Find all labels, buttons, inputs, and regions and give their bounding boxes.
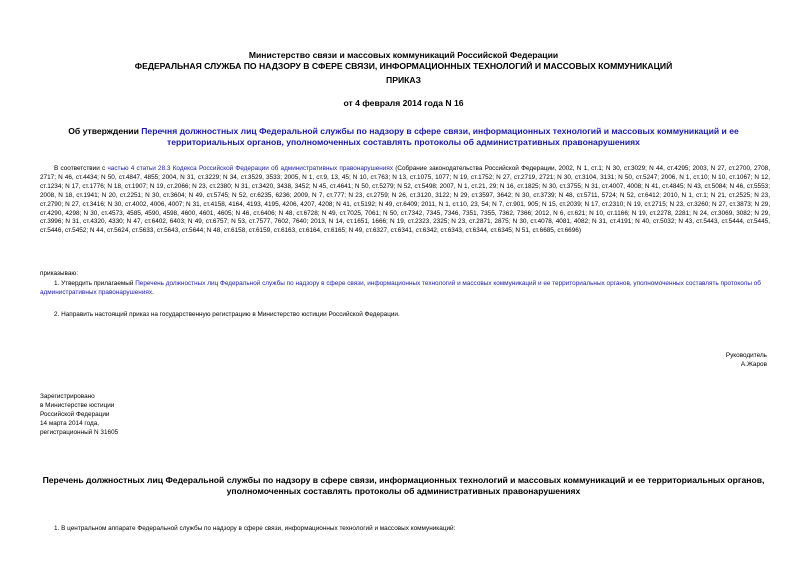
- service-name: ФЕДЕРАЛЬНАЯ СЛУЖБА ПО НАДЗОРУ В СФЕРЕ СВЯЗИ, ИНФОРМАЦИОННЫХ ТЕХНОЛОГИЙ И МАССОВЫХ КОММУНИКАЦИЙ: [134, 61, 673, 71]
- order-item-1: [40, 280, 770, 298]
- central-office-item: 1. В центральном аппарате Федеральной службы по надзору в сфере связи, информационных технологий и массовых коммуникаций:: [54, 525, 456, 532]
- signature-block: [726, 351, 767, 369]
- list-link[interactable]: Перечень должностных лиц Федеральной службы по надзору в сфере связи, информационных технологий и массовых коммуникаций и ее территориальных органов, уполномоченных составлять протоколы об административных правонарушениях: [40, 280, 761, 296]
- registration-line-4: 14 марта 2014 года,: [40, 420, 100, 428]
- registration-line-3: Российской Федерации: [40, 411, 110, 419]
- registration-line-1: Зарегистрировано: [40, 393, 95, 400]
- order-item-2: 2. Направить настоящий приказ на государственную регистрацию в Министерство юстиции Российской Федерации.: [54, 311, 400, 318]
- ministry-name: Министерство связи и массовых коммуникаций Российской Федерации: [248, 50, 559, 60]
- document-date-number: от 4 февраля 2014 года N 16: [343, 98, 464, 108]
- registration-line-5: регистрационный N 31605: [40, 429, 119, 437]
- preamble-citations: (Собрание законодательства Российской Федерации, 2002, N 1, ст.1; N 30, ст.3029; N 44, ст.4295; 2003, N 27, ст.2700, 2708, 2717; N 46, ст.4434; N 50, ст.4847, 4855; 2004, N 31, ст.3229; N 34, ст.3529, 3533; 2005, N 1, ст.9, 13, 45; N 10, ст.763; N 13, ст.1075, 1077; N 19, ст.1752; N 27, ст.2719, 2721; N 30, ст.3104, 3131; N 50, ст.5247; 2006, N 1, ст.10; N 10, ст.1067; N 12, ст.1234; N 17, ст.1776; N 18, ст.1907; N 19, ст.2066; N 23, ст.2380; N 31, ст.3420, 3438, 3452; N 45, ст.4641; N 50, ст.5279; N 52, ст.5498; 2007, N 1, ст.21, 29; N 16, ст.1825; N 30, ст.3755; N 31, ст.4007, 4008; N 41, ст.4845; N 43, ст.5084; N 46, ст.5553; 2008, N 18, ст.1941; N 20, ст.2251; N 30, ст.3604; N 49, ст.5745; N 52, ст.6235, 6236; 2009, N 7, ст.777; N 23, ст.2759; N 26, ст.3120, 3122; N 29, ст.3597, 3642; N 30, ст.3739; N 48, ст.5711, 5724; N 52, ст.6412; 2010, N 1, ст.1; N 21, ст.2525; N 23, ст.2790; N 27, ст.3416; N 30, ст.4002, 4006, 4007; N 31, ст.4158, 4164, 4193, 4195, 4206, 4207, 4208; N 41, ст.5192; N 49, ст.6409; 2011, N 1, ст.10, 23, 54; N 7, ст.901, 905; N 15, ст.2039; N 17, ст.2310; N 19, ст.2715; N 23, ст.3260; N 27, ст.3873; N 29, ст.4290, 4298; N 30, ст.4573, 4585, 4590, 4598, 4600, 4601, 4605; N 46, ст.6406; N 48, ст.6728; N 49, ст.7025, 7061; N 50, ст.7342, 7345, 7346, 7351, 7355, 7362, 7366; 2012, N 6, ст.621; N 10, ст.1166; N 19, ст.2278, 2281; N 24, ст.3069, 3082; N 29, ст.3996; N 31, ст.4320, 4330; N 47, ст.6402, 6403; N 49, ст.6757; N 53, ст.7577, 7602, 7640; 2013, N 14, ст.1651, 1666; N 19, ст.2323, 2325; N 23, ст.2871, 2875; N 30, ст.4078, 4081, 4082; N 31, ст.4191; N 40, ст.5032; N 43, ст.5443, ст.5444, ст.5445, ст.5446, ст.5452; N 44, ст.5624, ст.5633, ст.5643, ст.5644; N 48, ст.6158, ст.6159, ст.6163, ст.6164, ст.6165; N 49, ст.6327, ст.6341, ст.6342, ст.6343, ст.6344, ст.6345; N 51, ст.6685, ст.6696): [40, 165, 770, 235]
- signature-name: А.Жаров: [740, 361, 767, 368]
- registration-line-2: в Министерстве юстиции: [40, 402, 115, 410]
- code-article-link[interactable]: частью 4 статьи 28.3 Кодекса Российской Федерации об административных правонарушениях: [107, 165, 394, 172]
- signature-position: Руководитель: [725, 352, 767, 359]
- approval-link[interactable]: Перечня должностных лиц Федеральной службы по надзору в сфере связи, информационных технологий и массовых коммуникаций и ее территориальных органов, уполномоченных составлять протоколы об административных правонарушениях: [141, 126, 739, 147]
- item1-prefix: 1. Утвердить прилагаемый: [54, 280, 136, 287]
- document-header: [0, 50, 807, 72]
- ordered-label: приказываю:: [40, 270, 78, 277]
- approval-prefix: Об утверждении: [68, 126, 142, 136]
- approval-title: [40, 126, 767, 148]
- preamble-paragraph: [40, 165, 770, 236]
- registration-block: [40, 392, 118, 437]
- list-title: Перечень должностных лиц Федеральной службы по надзору в сфере связи, информационных технологий и массовых коммуникаций и ее территориальных органов, уполномоченных составлять протоколы об административных правонарушениях: [42, 475, 765, 496]
- item1-suffix: .: [152, 288, 154, 296]
- document-type: ПРИКАЗ: [386, 75, 421, 85]
- preamble-prefix: В соответствии с: [54, 165, 108, 172]
